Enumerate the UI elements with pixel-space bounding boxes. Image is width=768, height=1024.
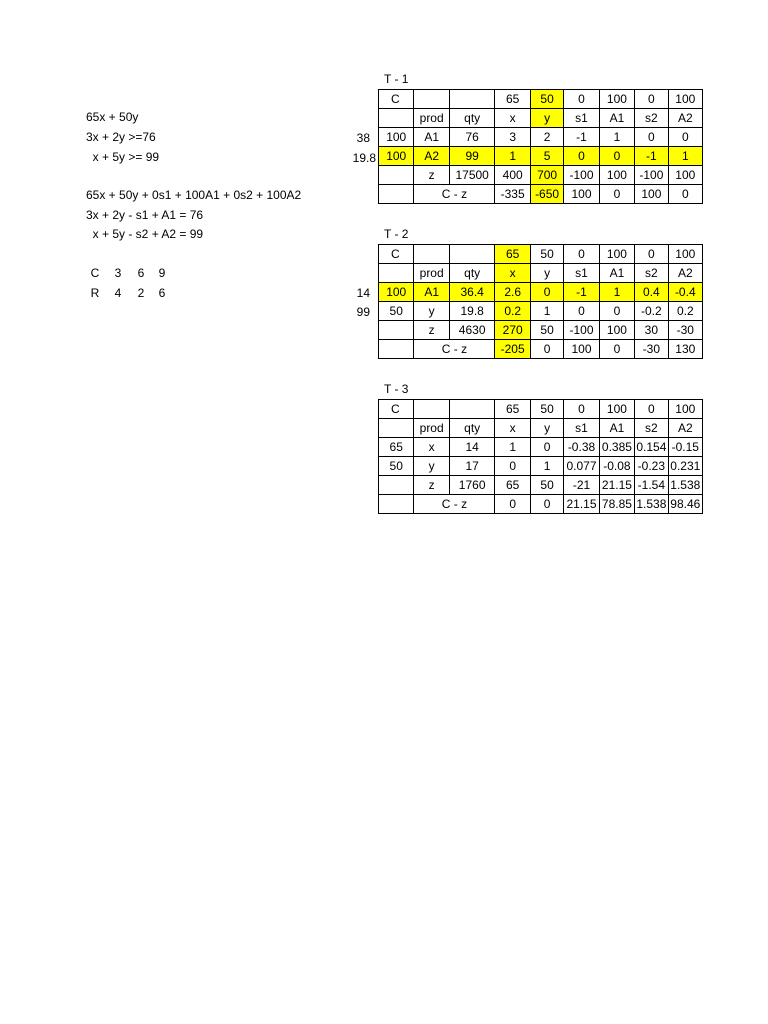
tableau-cell: y bbox=[530, 109, 563, 128]
tableau-cell: z bbox=[414, 321, 449, 340]
tableau-cell: 19.8 bbox=[449, 302, 495, 321]
tableau-cell: 0 bbox=[495, 495, 530, 514]
tableau-cell: qty bbox=[449, 264, 495, 283]
tableau-cell: 0.077 bbox=[564, 457, 599, 476]
tableau-cell bbox=[414, 400, 449, 419]
tableau-row bbox=[379, 245, 703, 264]
tableau-1-side-label: 38 bbox=[356, 131, 370, 145]
tableau-cell: 1 bbox=[530, 457, 563, 476]
tableau-cell: 1 bbox=[495, 438, 530, 457]
tableau-cell: 100 bbox=[379, 147, 414, 166]
tableau-cell: 0 bbox=[599, 340, 634, 359]
tableau-cell: -21 bbox=[564, 476, 599, 495]
constraint-1: 3x + 2y >=76 bbox=[86, 130, 156, 144]
tableau-cell: 0 bbox=[530, 495, 563, 514]
tableau-cell: 30 bbox=[635, 321, 668, 340]
tableau-cell: 0 bbox=[635, 128, 668, 147]
tableau-cell bbox=[449, 245, 495, 264]
tableau-cell: 400 bbox=[495, 166, 530, 185]
tableau-cell: A1 bbox=[414, 283, 449, 302]
tableau-row bbox=[379, 321, 703, 340]
tableau-cell bbox=[449, 400, 495, 419]
tableau-cell: 0 bbox=[530, 283, 563, 302]
tableau-cell: 1760 bbox=[449, 476, 495, 495]
tableau-cell: 65 bbox=[495, 90, 530, 109]
tableau-cell: 50 bbox=[379, 457, 414, 476]
tableau-cell: -650 bbox=[530, 185, 563, 204]
tableau-cell: 50 bbox=[530, 476, 563, 495]
tableau-row bbox=[379, 109, 703, 128]
tableau-cell: 0.385 bbox=[599, 438, 634, 457]
tableau-cell bbox=[379, 419, 414, 438]
tableau-cell: C - z bbox=[414, 340, 495, 359]
tableau-cell: C - z bbox=[414, 185, 495, 204]
tableau-cell: 100 bbox=[599, 166, 634, 185]
cr-cell: 9 bbox=[158, 266, 166, 280]
tableau-cell: 50 bbox=[379, 302, 414, 321]
tableau-cell: -205 bbox=[495, 340, 530, 359]
standard-form-constraint-1: 3x + 2y - s1 + A1 = 76 bbox=[86, 208, 204, 222]
tableau-cell: 3 bbox=[495, 128, 530, 147]
tableau-row bbox=[379, 495, 703, 514]
tableau-cell: 0.231 bbox=[668, 457, 702, 476]
tableau-cell: 100 bbox=[599, 321, 634, 340]
tableau-cell: -1.54 bbox=[635, 476, 668, 495]
tableau-cell bbox=[414, 90, 449, 109]
tableau-cell: 1.538 bbox=[635, 495, 668, 514]
tableau-cell: 0 bbox=[635, 90, 668, 109]
tableau-cell: y bbox=[414, 457, 449, 476]
tableau-cell: 17500 bbox=[449, 166, 495, 185]
tableau-cell: 1 bbox=[599, 283, 634, 302]
tableau-cell: x bbox=[495, 109, 530, 128]
tableau-cell: -100 bbox=[564, 166, 599, 185]
tableau-2-table bbox=[378, 244, 703, 359]
tableau-cell: A1 bbox=[599, 264, 634, 283]
tableau-cell: 99 bbox=[449, 147, 495, 166]
tableau-cell: -0.2 bbox=[635, 302, 668, 321]
tableau-2-side-label: 99 bbox=[356, 305, 370, 319]
tableau-cell: A2 bbox=[668, 419, 702, 438]
tableau-row bbox=[379, 340, 703, 359]
tableau-cell: 100 bbox=[564, 340, 599, 359]
tableau-cell: 65 bbox=[495, 476, 530, 495]
tableau-cell bbox=[379, 340, 414, 359]
tableau-cell: 0.2 bbox=[668, 302, 702, 321]
tableau-cell bbox=[379, 166, 414, 185]
tableau-cell bbox=[414, 245, 449, 264]
tableau-cell: 0.2 bbox=[495, 302, 530, 321]
tableau-cell: 100 bbox=[668, 245, 702, 264]
tableau-cell: 100 bbox=[599, 90, 634, 109]
tableau-cell: s2 bbox=[635, 419, 668, 438]
tableau-cell: 0 bbox=[668, 128, 702, 147]
tableau-cell: 65 bbox=[495, 245, 530, 264]
tableau-cell: 2 bbox=[530, 128, 563, 147]
tableau-cell bbox=[449, 90, 495, 109]
tableau-row bbox=[379, 400, 703, 419]
tableau-cell: 65 bbox=[379, 438, 414, 457]
tableau-cell: -335 bbox=[495, 185, 530, 204]
tableau-cell: y bbox=[530, 264, 563, 283]
tableau-cell: 0 bbox=[668, 185, 702, 204]
tableau-cell: 21.15 bbox=[599, 476, 634, 495]
tableau-cell: s1 bbox=[564, 109, 599, 128]
tableau-cell: 0 bbox=[564, 245, 599, 264]
tableau-cell: -0.4 bbox=[668, 283, 702, 302]
tableau-cell: 2.6 bbox=[495, 283, 530, 302]
tableau-cell: 14 bbox=[449, 438, 495, 457]
tableau-cell: 0 bbox=[530, 438, 563, 457]
tableau-cell: 0 bbox=[530, 340, 563, 359]
tableau-row bbox=[379, 302, 703, 321]
tableau-cell: s2 bbox=[635, 109, 668, 128]
tableau-cell: C bbox=[379, 90, 414, 109]
tableau-cell: -100 bbox=[564, 321, 599, 340]
tableau-cell: -0.08 bbox=[599, 457, 634, 476]
tableau-cell: A2 bbox=[668, 264, 702, 283]
tableau-cell: 50 bbox=[530, 321, 563, 340]
tableau-cell: 0 bbox=[599, 302, 634, 321]
tableau-row bbox=[379, 438, 703, 457]
tableau-cell: 65 bbox=[495, 400, 530, 419]
tableau-cell: qty bbox=[449, 109, 495, 128]
tableau-cell: 0 bbox=[599, 147, 634, 166]
tableau-cell: -1 bbox=[564, 128, 599, 147]
standard-form-constraint-2: x + 5y - s2 + A2 = 99 bbox=[86, 227, 204, 241]
tableau-cell: 100 bbox=[379, 128, 414, 147]
tableau-2-side-label: 14 bbox=[356, 286, 370, 300]
tableau-cell: 130 bbox=[668, 340, 702, 359]
objective-function: 65x + 50y bbox=[86, 110, 139, 124]
tableau-cell: 100 bbox=[668, 166, 702, 185]
standard-form-objective: 65x + 50y + 0s1 + 100A1 + 0s2 + 100A2 bbox=[86, 188, 302, 202]
tableau-cell: qty bbox=[449, 419, 495, 438]
tableau-row bbox=[379, 166, 703, 185]
cr-cell: 6 bbox=[158, 286, 166, 300]
tableau-row bbox=[379, 185, 703, 204]
cr-cell: C bbox=[90, 266, 100, 280]
tableau-cell: 700 bbox=[530, 166, 563, 185]
tableau-cell: 1 bbox=[668, 147, 702, 166]
tableau-cell: 0 bbox=[599, 185, 634, 204]
tableau-cell: y bbox=[530, 419, 563, 438]
tableau-cell: 98.46 bbox=[668, 495, 702, 514]
tableau-cell bbox=[379, 185, 414, 204]
tableau-row bbox=[379, 476, 703, 495]
tableau-cell: -0.23 bbox=[635, 457, 668, 476]
tableau-cell: 100 bbox=[379, 283, 414, 302]
tableau-cell: -0.15 bbox=[668, 438, 702, 457]
tableau-cell: 36.4 bbox=[449, 283, 495, 302]
tableau-cell: 100 bbox=[599, 245, 634, 264]
tableau-cell bbox=[379, 495, 414, 514]
cr-cell: 6 bbox=[137, 266, 145, 280]
tableau-cell: 76 bbox=[449, 128, 495, 147]
tableau-cell bbox=[379, 321, 414, 340]
cr-cell: 4 bbox=[114, 286, 122, 300]
tableau-cell: s1 bbox=[564, 264, 599, 283]
tableau-cell: 0 bbox=[564, 90, 599, 109]
tableau-cell: x bbox=[495, 264, 530, 283]
tableau-cell: 0 bbox=[495, 457, 530, 476]
tableau-cell: 0 bbox=[635, 400, 668, 419]
tableau-cell: 100 bbox=[564, 185, 599, 204]
tableau-cell: -30 bbox=[635, 340, 668, 359]
tableau-3-title: T - 3 bbox=[384, 382, 409, 396]
tableau-row bbox=[379, 283, 703, 302]
tableau-cell: s2 bbox=[635, 264, 668, 283]
tableau-cell: 100 bbox=[668, 90, 702, 109]
tableau-cell: x bbox=[414, 438, 449, 457]
tableau-cell: 50 bbox=[530, 245, 563, 264]
tableau-cell: y bbox=[414, 302, 449, 321]
tableau-cell: 1 bbox=[530, 302, 563, 321]
tableau-cell: 100 bbox=[599, 400, 634, 419]
tableau-row bbox=[379, 264, 703, 283]
tableau-cell: prod bbox=[414, 109, 449, 128]
tableau-cell: s1 bbox=[564, 419, 599, 438]
tableau-1-table bbox=[378, 89, 703, 204]
tableau-cell: prod bbox=[414, 264, 449, 283]
tableau-cell: 270 bbox=[495, 321, 530, 340]
tableau-row bbox=[379, 457, 703, 476]
tableau-cell: 0 bbox=[635, 245, 668, 264]
tableau-cell: 4630 bbox=[449, 321, 495, 340]
tableau-2-title: T - 2 bbox=[384, 227, 409, 241]
tableau-cell: 5 bbox=[530, 147, 563, 166]
tableau-row bbox=[379, 128, 703, 147]
tableau-cell bbox=[379, 476, 414, 495]
tableau-cell: 0 bbox=[564, 400, 599, 419]
tableau-cell: 0 bbox=[564, 302, 599, 321]
tableau-cell: C bbox=[379, 245, 414, 264]
tableau-row bbox=[379, 90, 703, 109]
tableau-cell: 1 bbox=[599, 128, 634, 147]
tableau-cell: A1 bbox=[414, 128, 449, 147]
tableau-cell: x bbox=[495, 419, 530, 438]
tableau-cell: A1 bbox=[599, 419, 634, 438]
tableau-cell: z bbox=[414, 476, 449, 495]
tableau-cell: C - z bbox=[414, 495, 495, 514]
tableau-cell: -100 bbox=[635, 166, 668, 185]
tableau-cell: 0.154 bbox=[635, 438, 668, 457]
tableau-cell: 0.4 bbox=[635, 283, 668, 302]
tableau-cell: 1.538 bbox=[668, 476, 702, 495]
tableau-cell: z bbox=[414, 166, 449, 185]
tableau-cell: -1 bbox=[564, 283, 599, 302]
tableau-row bbox=[379, 147, 703, 166]
tableau-cell: 100 bbox=[668, 400, 702, 419]
tableau-cell: 0 bbox=[564, 147, 599, 166]
tableau-cell: A2 bbox=[414, 147, 449, 166]
tableau-cell: 100 bbox=[635, 185, 668, 204]
tableau-cell: 17 bbox=[449, 457, 495, 476]
tableau-cell: prod bbox=[414, 419, 449, 438]
tableau-cell: 21.15 bbox=[564, 495, 599, 514]
cr-cell: R bbox=[90, 286, 100, 300]
tableau-cell: A2 bbox=[668, 109, 702, 128]
tableau-cell: -30 bbox=[668, 321, 702, 340]
tableau-cell: -1 bbox=[635, 147, 668, 166]
tableau-1-title: T - 1 bbox=[384, 72, 409, 86]
tableau-cell: 50 bbox=[530, 90, 563, 109]
cr-cell: 2 bbox=[137, 286, 145, 300]
tableau-cell: 50 bbox=[530, 400, 563, 419]
tableau-cell bbox=[379, 264, 414, 283]
tableau-cell: C bbox=[379, 400, 414, 419]
tableau-cell bbox=[379, 109, 414, 128]
tableau-3-table bbox=[378, 399, 703, 514]
cr-cell: 3 bbox=[114, 266, 122, 280]
tableau-cell: A1 bbox=[599, 109, 634, 128]
constraint-2: x + 5y >= 99 bbox=[86, 150, 160, 164]
tableau-cell: 1 bbox=[495, 147, 530, 166]
tableau-cell: -0.38 bbox=[564, 438, 599, 457]
tableau-1-side-label: 19.8 bbox=[352, 151, 376, 165]
tableau-cell: 78.85 bbox=[599, 495, 634, 514]
tableau-row bbox=[379, 419, 703, 438]
